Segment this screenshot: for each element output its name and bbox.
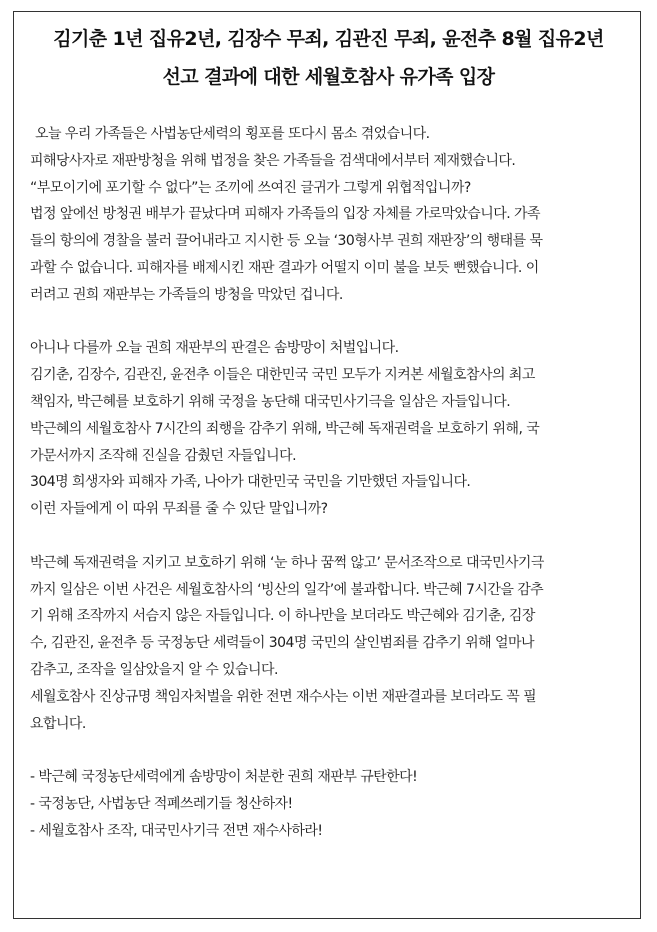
paragraph-gap [30,309,630,336]
slogan-list [30,764,630,844]
text-line: 이런 자들에게 이 따위 무죄를 줄 수 있단 말입니까? [30,501,328,518]
text-line: 기 위해 조작까지 서슴지 않은 자들입니다. 이 하나만을 보더라도 박근혜와 김기춘, 김장 [30,608,535,625]
paragraph-gap [30,523,630,550]
text-line: 책임자, 박근혜를 보호하기 위해 국정을 농단해 대국민사기극을 일삼은 자들입니다. [30,393,511,410]
text-line: 박근혜 독재권력을 지키고 보호하기 위해 ‘눈 하나 꿈쩍 않고’ 문서조작으로 대국민사기극 [30,554,544,571]
text-line: 들의 항의에 경찰을 불러 끌어내라고 지시한 등 오늘 ‘30형사부 권희 재판장’의 행태를 묵 [30,233,543,250]
text-line: 김기춘, 김장수, 김관진, 윤전추 이들은 대한민국 국민 모두가 지켜본 세월호참사의 최고 [30,367,535,384]
text-line: 피해당사자로 재판방청을 위해 법정을 찾은 가족들을 검색대에서부터 제재했습니다. [30,152,516,169]
text-line: 세월호참사 진상규명 책임자처벌을 위한 전면 재수사는 이번 재판결과를 보더라도 꼭 필 [30,688,537,705]
text-line: 304명 희생자와 피해자 가족, 나아가 대한민국 국민을 기만했던 자들입니다. [30,474,471,491]
paragraph-gap [30,737,630,764]
slogan-item: - 세월호참사 조작, 대국민사기극 전면 재수사하라! [30,822,323,839]
text-line: 가문서까지 조작해 진실을 감췄던 자들입니다. [30,447,297,464]
paragraph-1 [30,121,630,309]
text-line: 법정 앞에선 방청권 배부가 끝났다며 피해자 가족들의 입장 자체를 가로막았습니다. 가족 [30,206,540,223]
text-line: 수, 김관진, 윤전추 등 국정농단 세력들이 304명 국민의 살인범죄를 감추기 위해 얼마나 [30,635,534,652]
text-line: 감추고, 조작을 일삼았을지 알 수 있습니다. [30,661,278,678]
document-title-line-1: 김기춘 1년 집유2년, 김장수 무죄, 김관진 무죄, 윤전추 8월 집유2년 [53,28,604,50]
paragraph-2 [30,335,630,523]
text-line: 박근혜의 세월호참사 7시간의 죄행을 감추기 위해, 박근혜 독재권력을 보호하기 위해, 국 [30,420,540,437]
document-title-line-2: 선고 결과에 대한 세월호참사 유가족 입장 [162,66,495,88]
slogan-item: - 박근혜 국정농단세력에게 솜방망이 처분한 권희 재판부 규탄한다! [30,769,418,786]
slogan-item: - 국정농단, 사법농단 적폐쓰레기들 청산하자! [30,795,293,812]
text-line: 까지 일삼은 이번 사건은 세월호참사의 ‘빙산의 일각’에 불과합니다. 박근혜 7시간을 감추 [30,581,544,598]
text-line: 요합니다. [30,715,86,732]
text-line: 과할 수 없습니다. 피해자를 배제시킨 재판 결과가 어떨지 이미 불을 보듯 뻔했습니다. 이 [30,259,539,276]
paragraph-3 [30,550,630,738]
text-line: 아니나 다를까 오늘 권희 재판부의 판결은 솜방망이 처벌입니다. [30,340,399,357]
text-line: 오늘 우리 가족들은 사법농단세력의 횡포를 또다시 몸소 겪었습니다. [35,126,430,142]
text-line: 러려고 권희 재판부는 가족들의 방청을 막았던 겁니다. [30,286,343,303]
document-body [30,121,630,845]
text-line: “부모이기에 포기할 수 없다”는 조끼에 쓰여진 글귀가 그렇게 위협적입니까? [30,179,471,196]
